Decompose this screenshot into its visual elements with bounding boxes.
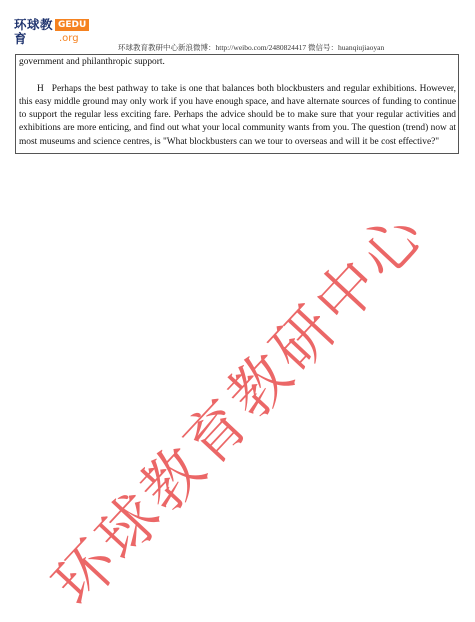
logo-chinese-text: 环球教育 <box>14 17 54 46</box>
paragraph-letter: H <box>37 83 44 94</box>
page-header <box>0 0 475 56</box>
paragraph-h-text: Perhaps the best pathway to take is one that balances both blockbusters and regular exhibitions. However, this easy middle ground may only work if you have enough space, and have alternate sources of funding to continue to support the regular less exciting fare. Perhaps the advice should be to make sure that your regular activities and exhibitions are more enticing, and find out what your local community wants from you. The question (trend) now at most museums and science centres, is "What blockbusters can we tour to overseas and will it be cost effective?" <box>19 83 456 147</box>
paragraph-h <box>19 83 456 149</box>
carryover-text: government and philanthropic support. <box>19 57 165 67</box>
passage-text-box <box>15 54 459 154</box>
header-contact-info: 环球教育教研中心新浪微博：http://weibo.com/2480824417 微信号：huanqiujiaoyan <box>118 43 385 52</box>
watermark-text: 环球教育教研中心 <box>39 197 440 620</box>
logo-gedu-badge: GEDU <box>55 19 89 31</box>
logo-org-text: .org <box>59 33 79 44</box>
gedu-logo <box>14 17 87 48</box>
